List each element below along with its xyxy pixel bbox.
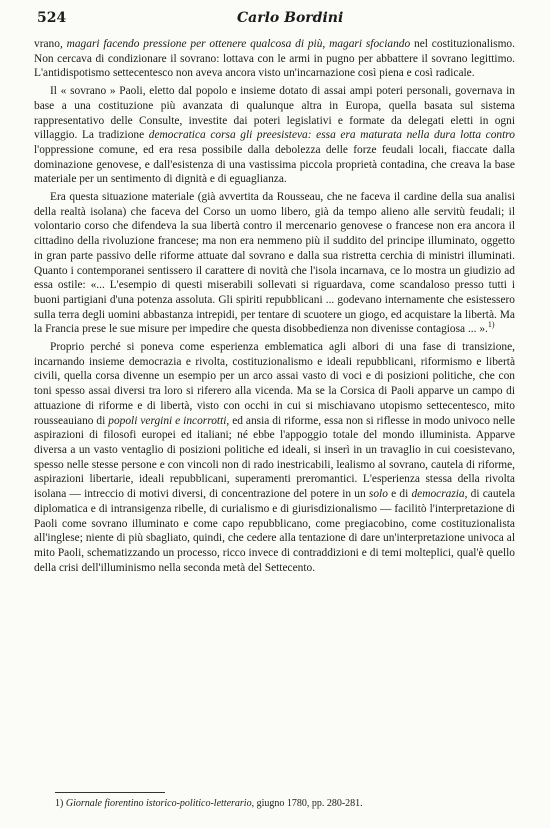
footnote-marker: 1) bbox=[55, 798, 64, 809]
text-run: , di cautela diplomatica e di intransigenza ribelle, di curialismo e di giurisdizionalismo — facilitò l'interpretazione di Paoli come sovrano illuminato e come capo repubblicano, come pregiacobino, come costituzionalista all'inglese; niente di più sbagliato, quindi, che cedere alla tentazione di dare un'interpretazione univoca al mito Paoli, schematizzando un processo, ricco invece di contraddizioni e di temi molteplici, qual'è quello della crisi dell'illuminismo nella seconda metà del Settecento. bbox=[34, 488, 516, 574]
body-paragraph bbox=[34, 190, 515, 337]
footnote-reference: 1) bbox=[487, 320, 495, 330]
footnote bbox=[55, 798, 525, 810]
page-number: 524 bbox=[37, 10, 67, 26]
body-paragraph bbox=[34, 84, 515, 187]
text-run: Proprio perché si poneva come esperienza emblematica agli albori di una fase di transizione, incarnando insieme democrazia e rivolta, costituzionalismo e ideali repubblicani, riformismo e libertà civili, quella corsa divenne un esempio per un arco assai vasto di voci e di posizioni politiche, che con toni spesso assai diversi tra loro si riferero alla vicenda. Ma se la Corsica di Paoli apparve un campo di attuazione di riforme e di libertà, visto con occhi in cui si mischiavano utopismo settecentesco, mito rousseauiano di bbox=[34, 341, 515, 427]
italic-text: solo bbox=[368, 488, 388, 501]
body-paragraph bbox=[34, 37, 515, 81]
running-head: Carlo Bordini bbox=[237, 10, 344, 26]
page-header bbox=[37, 10, 526, 30]
italic-text: democrazia bbox=[411, 488, 465, 501]
footnote-title: Giornale fiorentino istorico-politico-letterario bbox=[65, 798, 252, 809]
text-run: Era questa situazione materiale (già avvertita da Rousseau, che ne faceva il cardine della sua analisi della realtà isolana) che faceva del Corso un uomo libero, già da tempo alieno alle servitù feudali; il volontario corso che difendeva la sua libertà contro il mercenario genovese o francese non era ancora il cittadino della rivoluzione francese; ma non era nemmeno più il suddito del principe illuminato, oggetto in gran parte passivo delle riforme attuate dal sovrano e dalla sua ristretta cerchia di ministri illuminati. Quanto i contemporanei sentissero il carattere di novità che l'isola incarnava, ce lo mostra un giudizio ad essa ostile: «... L'esempio di questi miserabili sollevati si riguardava, come scandaloso presso tutti i buoni partigiani d'una potenza assoluta. Gli spiriti repubblicani ... godevano internamente che esistessero sulla terra degli uomini abbastanza intrepidi, per tentare di scuotere un giogo, ed acquistare la libertà. Ma la Francia prese le sue misure per impedire che questa disobbedienza non divenisse contagiosa ... ». bbox=[34, 191, 515, 336]
italic-text: , magari facendo pressione per ottenere qualcosa di più, magari sfociando bbox=[59, 38, 411, 50]
text-run: vrano bbox=[34, 38, 60, 50]
italic-text: democratica corsa gli preesisteva: essa era maturata nella dura lotta contro bbox=[148, 129, 515, 142]
text-run: e di bbox=[387, 488, 412, 501]
footnote-rule bbox=[55, 792, 165, 793]
text-run: Il « sovrano » Paoli, eletto dal popolo e insieme dotato di assai ampi poteri personali, governava in base a una costituzione più avanzata di qualunque altra in Europa, quella basata sul sistema rappresentativo delle Consulte, investite dai poteri legislativi e formate da delegati eletti in ogni villaggio. La tradizione bbox=[34, 85, 515, 142]
text-run: , ed ansia di riforme, essa non si riflesse in modo univoco nelle aspirazioni di filosofi europei ed italiani; né ebbe l'appoggio totale del mondo illuminista. Apparve diversa a un vasto ventaglio di posizioni politiche ed ideali, si inserì in un travaglio in cui coesistevano, spesso nelle stesse persone e con vincoli non di rado inestricabili, lealismo al sovrano, cautela di riforme, aspirazioni libertarie, ideali repubblicani, superamenti preromantici. L'esperienza stessa della rivolta isolana — intreccio di motivi diversi, di concentrazione del potere in un bbox=[34, 414, 516, 501]
body-text bbox=[34, 37, 515, 578]
body-paragraph bbox=[34, 340, 515, 575]
italic-text: popoli vergini e incorrotti bbox=[108, 414, 227, 427]
text-run: l'oppressione comune, ed era resa possibile dalla debolezza delle forze feudali locali, fiaccate dalla dominazione genovese, e dall'esistenza di una vastissima piccola proprietà contadina, che creava la base materiale per un sentimento di dignità e di eguaglianza. bbox=[34, 143, 515, 186]
text-run: nel costituzionalismo. Non cercava di condizionare il sovrano: lottava con le armi in pugno per abbattere il sovrano legittimo. L'antidispotismo settecentesco non aveva ancora visto un'incarnazione così piena e così radicale. bbox=[34, 38, 515, 80]
footnote-rest: , giugno 1780, pp. 280-281. bbox=[251, 798, 363, 809]
